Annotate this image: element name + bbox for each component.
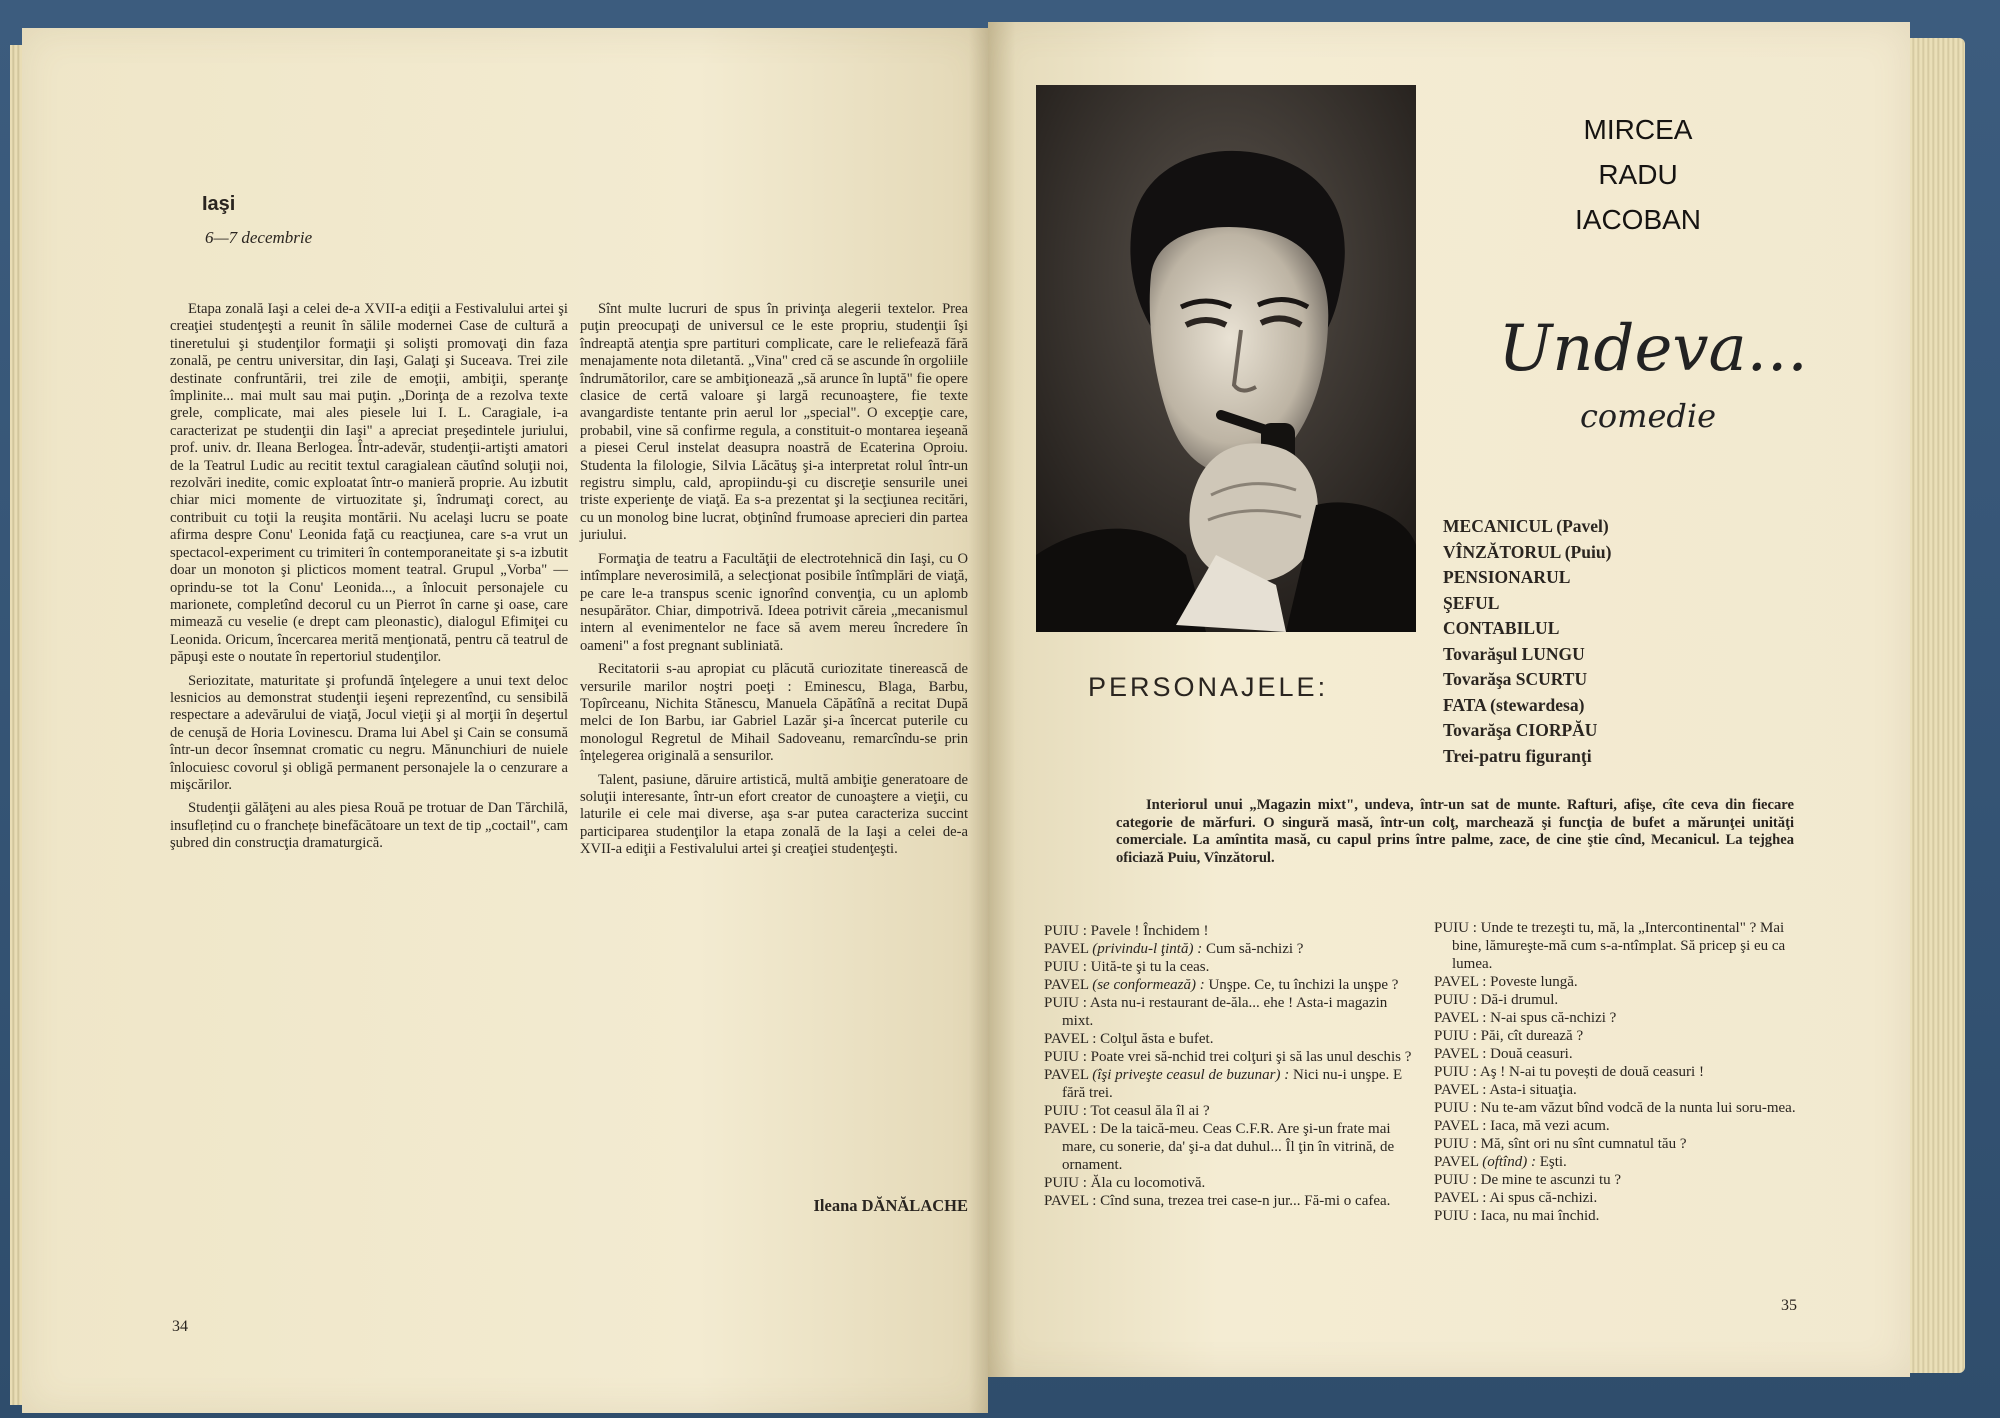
article-paragraph: Formaţia de teatru a Facultăţii de electrotehnică din Iaşi, cu O intîmplare neverosimilă, a selecţionat posibile întîmplări de viaţă, pe care le-a transpus scenic ignorînd convenţia, cu un aplomb nesupărător. Chiar, dimpotrivă. Ideea potrivit căreia „mecanismul intern al evenimentelor ne face să avem mereu încredere în oameni" a fost pregnant subliniată. — [580, 550, 968, 654]
speaker-name: PAVEL : — [1434, 1118, 1487, 1134]
cast-item: ŞEFUL — [1443, 592, 1500, 613]
dialogue-line — [1044, 958, 1416, 976]
stage-direction-text: Interiorul unui „Magazin mixt", undeva, într-un sat de munte. Rafturi, afişe, cîte ceva din fiecare categorie de mărfuri. O singură masă, într-un colţ, marchează şi funcţia de bufet a mărunţei unităţi comerciale. La amîntita masă, cu capul prins între palme, zace, de cine ştie cînd, Mecanicul. La tejghea oficiază Puiu, Vînzătorul. — [1116, 797, 1794, 866]
article-column-2 — [580, 301, 968, 865]
dialogue-text: Dă-i drumul. — [1480, 992, 1559, 1008]
cast-item: Tovarăşa CIORPĂU — [1443, 720, 1598, 740]
dialogue-line — [1044, 1048, 1416, 1066]
place-heading: Iaşi — [202, 193, 236, 215]
dialogue-text: Unde te trezeşti tu, mă, la „Intercontinental" ? Mai bine, lămureşte-mă cum s-a-ntîmplat. Să pricep şi eu ca lumea. — [1452, 920, 1786, 972]
cast-item: MECANICUL (Pavel) — [1443, 516, 1609, 536]
speaker-name: PAVEL : — [1434, 1190, 1487, 1206]
dialogue-line — [1044, 1030, 1416, 1048]
dialogue-column-1 — [1044, 922, 1416, 1210]
speaker-name: PAVEL — [1044, 941, 1089, 957]
dialogue-line — [1434, 973, 1796, 991]
cast-item: Tovarăşa SCURTU — [1443, 669, 1588, 689]
dialogue-text: Ai spus că-nchizi. — [1489, 1190, 1598, 1206]
author-portrait-photo — [1036, 85, 1416, 632]
article-paragraph: Sînt multe lucruri de spus în privinţa alegerii textelor. Prea puţin preocupaţi de universul ce le este propriu, studenţii îşi îndreaptă atenţia spre partituri complicate, care le reliefează fără menajamente nota diletantă. „Vina" cred că se ascunde în orgoliile îndrumătorilor, care se ambiţionează „să arunce în luptă" fie opere clasice de certă valoare şi largă recunoaştere, fie texte avangardiste tentante prin aerul lor „special". O excepţie care, probabil, vine să confirme regula, a constituit-o montarea ieşeană a piesei Cerul instelat deasupra noastră de Ecaterina Oproiu. Studenta la filologie, Silvia Lăcătuş şi-a interpretat rolul într-un registru simplu, cald, apropiindu-şi cu discreţie sensurile unei triste experienţe de viaţă. Ea s-a prezentat şi la secţiunea recitări, cu un monolog bine lucrat, obţinînd frumoase aprecieri din partea juriului. — [580, 301, 968, 544]
dialogue-text: Cînd suna, trezea trei case-n jur... Fă-mi o cafea. — [1100, 1193, 1391, 1209]
speaker-name: PAVEL — [1044, 977, 1089, 993]
dialogue-line — [1434, 1171, 1796, 1189]
dialogue-column-2 — [1434, 919, 1796, 1225]
dialogue-text: Iaca, mă vezi acum. — [1490, 1118, 1610, 1134]
article-paragraph: Etapa zonală Iaşi a celei de-a XVII-a ediţii a Festivalului artei şi creaţiei studenţeşti a reunit în sălile modernei Case de cultură a tineretului şi studenţilor formaţii şi solişti promovaţi din faza zonală, pe centru universitar, din Iaşi, Galaţi şi Suceava. Trei zile destinate confruntării, trei zile de emoţii, ambiţii, speranţe împlinite... mai mult sau mai puţin. „Dorinţa de a rezolva texte grele, complicate, mai ales piesele lui I. L. Caragiale, i-a caracterizat pe studenţii din Iaşi" a apreciat preşedintele juriului, prof. univ. dr. Ileana Berlogea. Într-adevăr, studenţii-artişti amatori de la Teatrul Ludic au recitit textul caragialean căutînd soluţii noi, rezolvări inedite, comic exploatat într-o manieră proprie. Au izbutit chiar mici momente de virtuozitate şi, îndrumaţi corect, au contribuit cu toţii la reuşita montării. Nu acelaşi lucru se poate afirma despre Conu' Leonida faţă cu reacţiunea, care s-a vrut un spectacol-experiment cu trimiteri în contemporaneitate şi s-a izbutit doar un monoton şi plicticos moment teatral. Grupul „Vorba" — oprindu-se tot la Conu' Leonida..., a înlocuit personajele cu marionete, completînd decorul cu un Pierrot în carne şi oase, care mimează cu veselie (e drept cam pleonastic), dialogul Efimiţei cu Leonida. Oricum, încercarea merită menţionată, pentru că teatrul de păpuşi este o noutate în repertoriul studenţilor. — [170, 301, 568, 666]
article-column-1 — [170, 301, 568, 859]
dialogue-line — [1434, 1117, 1796, 1135]
author-first-name: MIRCEA — [1583, 114, 1693, 145]
dialogue-text: Mă, sînt ori nu sînt cumnatul tău ? — [1480, 1136, 1687, 1152]
dialogue-text: Cum să-nchizi ? — [1205, 941, 1304, 957]
speaker-name: PAVEL : — [1434, 974, 1487, 990]
cast-item: FATA (stewardesa) — [1443, 694, 1585, 715]
speaker-name: PUIU : — [1044, 923, 1087, 939]
characters-heading: PERSONAJELE: — [1088, 672, 1329, 702]
dialogue-text: N-ai spus că-nchizi ? — [1490, 1010, 1617, 1026]
dialogue-text: Unşpe. Ce, tu închizi la unşpe ? — [1208, 977, 1399, 993]
event-dates: 6—7 decembrie — [205, 228, 313, 247]
author-name — [1508, 107, 1768, 242]
cast-item: PENSIONARUL — [1443, 567, 1571, 587]
speaker-name: PUIU : — [1044, 995, 1087, 1011]
dialogue-line — [1434, 1045, 1796, 1063]
dialogue-text: Aş ! N-ai tu povești de două ceasuri ! — [1479, 1064, 1704, 1080]
dialogue-line — [1434, 1153, 1796, 1171]
dialogue-line — [1434, 1099, 1796, 1117]
stage-note: (privindu-l ţintă) : — [1092, 941, 1203, 957]
dialogue-line — [1434, 1027, 1796, 1045]
dialogue-line — [1434, 1135, 1796, 1153]
page-number-left: 34 — [172, 1318, 188, 1335]
left-page — [22, 28, 988, 1413]
speaker-name: PUIU : — [1434, 1136, 1477, 1152]
dialogue-line — [1434, 1009, 1796, 1027]
article-paragraph: Recitatorii s-au apropiat cu plăcută curiozitate tinerească de versurile marilor noştri poeţi : Eminescu, Blaga, Barbu, Topîrceanu, Nichita Stănescu, Manuela Căpătînă a recitat După melci de Ion Barbu, iar Gabriel Lazăr şi-a încercat puterile cu monologul Regretul de Mihail Sadoveanu, remarcîndu-se prin înţelegerea originală a sensurilor. — [580, 661, 968, 765]
cast-item: CONTABILUL — [1443, 618, 1560, 638]
play-genre: comedie — [1579, 397, 1717, 435]
play-title: Undeva... — [1498, 312, 1808, 386]
author-signature: Ileana DĂNĂLACHE — [813, 1196, 968, 1215]
speaker-name: PUIU : — [1044, 959, 1087, 975]
article-paragraph: Seriozitate, maturitate şi profundă înţelegere a unui text deloc lesnicios au demonstrat studenţii ieşeni reprezentînd, cu sensibilă respectare a adevărului de viaţă, Jocul vieţii şi al morţii în deşertul de cenuşă de Horia Lovinescu. Drama lui Abel şi Cain se consumă într-un decor însemnat cromatic cu negru. Mănunchiuri de nuiele înlocuiesc covorul şi obligă permanent personajele la o cenzurare a mişcărilor. — [170, 672, 568, 793]
dialogue-text: Eşti. — [1539, 1154, 1567, 1170]
page-stack-right — [1905, 38, 1965, 1373]
cast-item: Tovarăşul LUNGU — [1443, 643, 1585, 664]
speaker-name: PUIU : — [1434, 1064, 1477, 1080]
dialogue-text: Păi, cît durează ? — [1480, 1028, 1584, 1044]
dialogue-line — [1044, 994, 1416, 1030]
speaker-name: PUIU : — [1044, 1175, 1087, 1191]
dialogue-text: Asta nu-i restaurant de-ăla... ehe ! Asta-i magazin mixt. — [1062, 995, 1388, 1029]
cast-item: Trei-patru figuranţi — [1443, 745, 1592, 766]
dialogue-line — [1044, 1102, 1416, 1120]
dialogue-line — [1044, 922, 1416, 940]
dialogue-text: Ăla cu locomotivă. — [1090, 1175, 1206, 1191]
dialogue-line — [1044, 940, 1416, 958]
dialogue-line — [1434, 919, 1796, 973]
dialogue-line — [1434, 1189, 1796, 1207]
stage-note: (se conformează) : — [1092, 977, 1205, 993]
speaker-name: PAVEL : — [1434, 1082, 1487, 1098]
speaker-name: PUIU : — [1044, 1049, 1087, 1065]
stage-note: (îşi priveşte ceasul de buzunar) : — [1092, 1067, 1290, 1083]
dialogue-text: Poveste lungă. — [1490, 974, 1578, 990]
dialogue-line — [1044, 1174, 1416, 1192]
speaker-name: PAVEL : — [1434, 1010, 1487, 1026]
speaker-name: PAVEL : — [1044, 1121, 1097, 1137]
page-number-right: 35 — [1781, 1297, 1797, 1314]
dialogue-text: Nici nu-i unşpe. E fără trei. — [1062, 1067, 1403, 1101]
dialogue-text: Nu te-am văzut bînd vodcă de la nunta lui soru-mea. — [1480, 1100, 1796, 1116]
speaker-name: PUIU : — [1434, 1172, 1477, 1188]
dialogue-text: Asta-i situaţia. — [1489, 1082, 1577, 1098]
right-page — [988, 22, 1910, 1377]
speaker-name: PAVEL — [1434, 1154, 1479, 1170]
dialogue-text: Pavele ! Închidem ! — [1090, 923, 1209, 939]
dialogue-text: De mine te ascunzi tu ? — [1480, 1172, 1622, 1188]
dialogue-text: Tot ceasul ăla îl ai ? — [1090, 1103, 1210, 1119]
speaker-name: PUIU : — [1044, 1103, 1087, 1119]
dialogue-line — [1044, 1192, 1416, 1210]
article-paragraph: Studenţii gălăţeni au ales piesa Rouă pe trotuar de Dan Tărchilă, insuflețind cu o franchețe binefăcătoare un text de tip „coctail", cam şubred din construcţia dramaturgică. — [170, 800, 568, 852]
speaker-name: PUIU : — [1434, 992, 1477, 1008]
portrait-image — [1036, 85, 1416, 632]
speaker-name: PAVEL : — [1044, 1193, 1097, 1209]
dialogue-text: Iaca, nu mai închid. — [1480, 1208, 1600, 1224]
dialogue-text: Poate vrei să-nchid trei colţuri şi să las unul deschis ? — [1090, 1049, 1412, 1065]
speaker-name: PUIU : — [1434, 920, 1477, 936]
dialogue-text: De la taică-meu. Ceas C.F.R. Are şi-un frate mai mare, cu sonerie, da' şi-a dat duhul... Îl ţin în vitrină, de ornament. — [1062, 1121, 1395, 1173]
stage-direction — [1116, 797, 1794, 867]
dialogue-line — [1044, 1066, 1416, 1102]
speaker-name: PUIU : — [1434, 1208, 1477, 1224]
dialogue-text: Uită-te şi tu la ceas. — [1090, 959, 1210, 975]
speaker-name: PUIU : — [1434, 1100, 1477, 1116]
speaker-name: PUIU : — [1434, 1028, 1477, 1044]
speaker-name: PAVEL : — [1044, 1031, 1097, 1047]
article-paragraph: Talent, pasiune, dăruire artistică, multă ambiţie generatoare de soluţii interesante, într-un efort creator de cunoaştere a vieţii, cu laturile ei cele mai diverse, aşa s-ar putea caracteriza succint participarea studenţilor la etapa zonală de la Iaşi a celei de-a XVII-a ediţii a Festivalului artei şi creaţiei studenţeşti. — [580, 771, 968, 858]
cast-item: VÎNZĂTORUL (Puiu) — [1443, 541, 1612, 562]
dialogue-line — [1434, 991, 1796, 1009]
dialogue-line — [1434, 1063, 1796, 1081]
cast-list — [1443, 514, 1611, 769]
speaker-name: PAVEL — [1044, 1067, 1089, 1083]
author-last-name: IACOBAN — [1574, 204, 1702, 235]
dialogue-text: Două ceasuri. — [1490, 1046, 1573, 1062]
dialogue-line — [1434, 1207, 1796, 1225]
stage-note: (oftînd) : — [1482, 1154, 1536, 1170]
author-middle-name: RADU — [1598, 159, 1678, 190]
dialogue-text: Colţul ăsta e bufet. — [1100, 1031, 1214, 1047]
dialogue-line — [1044, 1120, 1416, 1174]
dialogue-line — [1044, 976, 1416, 994]
speaker-name: PAVEL : — [1434, 1046, 1487, 1062]
dialogue-line — [1434, 1081, 1796, 1099]
